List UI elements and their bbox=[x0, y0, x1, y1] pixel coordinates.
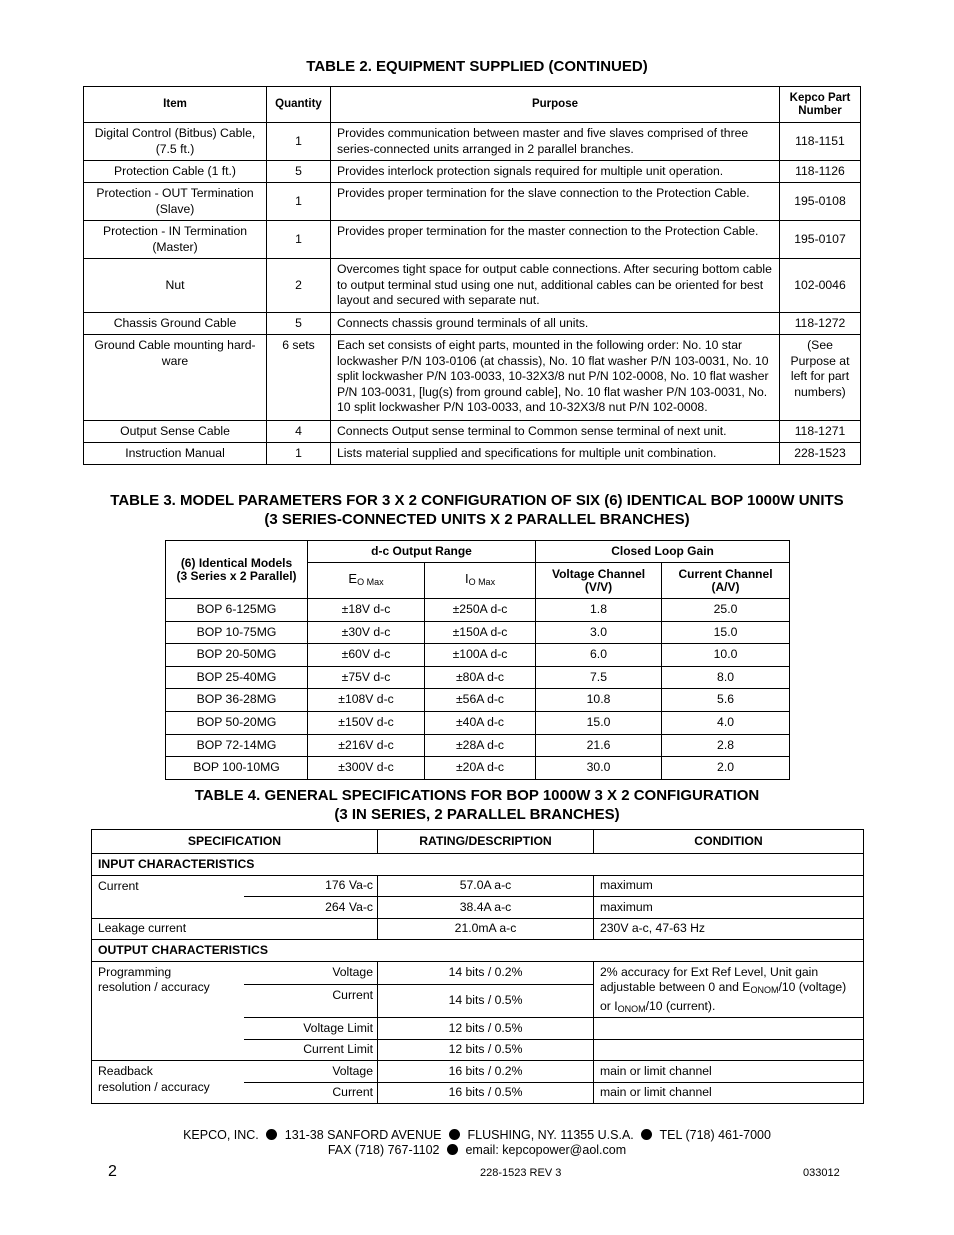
bullet-icon bbox=[266, 1129, 277, 1140]
page-number: 2 bbox=[108, 1163, 117, 1180]
table-row bbox=[84, 161, 861, 183]
table3-title-line1: TABLE 3. MODEL PARAMETERS FOR 3 X 2 CONFIGURATION OF SIX (6) IDENTICAL BOP 1000W UNITS bbox=[110, 492, 844, 509]
table-row bbox=[84, 123, 861, 161]
table4-title-line2: (3 IN SERIES, 2 PARALLEL BRANCHES) bbox=[334, 806, 620, 823]
prog-sub-current: Current bbox=[244, 985, 378, 1018]
item-cell: Ground Cable mounting hard-ware bbox=[84, 335, 267, 421]
bullet-icon bbox=[447, 1144, 458, 1155]
prog-cond-text-a: 2% accuracy for Ext Ref Level, Unit gain adjustable between 0 and E bbox=[600, 964, 819, 994]
prog-sub-voltage-limit: Voltage Limit bbox=[244, 1018, 378, 1040]
col-header-voltage-channel bbox=[536, 563, 662, 599]
prog-cond-text-c: /10 (current). bbox=[645, 998, 716, 1013]
model-cell: BOP 50-20MG bbox=[166, 711, 308, 734]
col-header-part-number: Kepco Part Number bbox=[780, 87, 861, 123]
vch-line1: Voltage Channel bbox=[551, 566, 646, 581]
table-row bbox=[166, 757, 790, 780]
output-characteristics-heading: OUTPUT CHARACTERISTICS bbox=[92, 940, 864, 962]
item-cell: Chassis Ground Cable bbox=[84, 313, 267, 335]
col-header-current-channel bbox=[662, 563, 790, 599]
readback-label bbox=[92, 1061, 244, 1104]
eo-max-cell: ±18V d-c bbox=[308, 599, 425, 622]
table-row bbox=[84, 443, 861, 465]
table-row bbox=[166, 711, 790, 734]
table-row bbox=[166, 734, 790, 757]
footer-city: FLUSHING, NY. 11355 U.S.A. bbox=[467, 1128, 634, 1142]
read-cond-voltage: main or limit channel bbox=[594, 1061, 864, 1083]
table-row bbox=[84, 221, 861, 259]
io-max-cell: ±56A d-c bbox=[425, 689, 536, 712]
general-specifications-table bbox=[91, 829, 864, 1104]
model-cell: BOP 72-14MG bbox=[166, 734, 308, 757]
part-number-cell: 228-1523 bbox=[780, 443, 861, 465]
current-gain-cell: 4.0 bbox=[662, 711, 790, 734]
prog-sub-voltage: Voltage bbox=[244, 961, 378, 985]
current-gain-cell: 25.0 bbox=[662, 599, 790, 622]
model-cell: BOP 20-50MG bbox=[166, 644, 308, 667]
prog-condition bbox=[594, 961, 864, 1018]
item-cell: Protection Cable (1 ft.) bbox=[84, 161, 267, 183]
purpose-cell: Provides communication between master and five slaves comprised of three series-connected units arranged in 2 parallel branches. bbox=[331, 123, 780, 161]
footer-line1 bbox=[0, 1128, 954, 1143]
part-number-cell: (See Purpose at left for part numbers) bbox=[780, 335, 861, 421]
purpose-cell: Connects chassis ground terminals of all units. bbox=[331, 313, 780, 335]
col-header-dc-range: d-c Output Range bbox=[308, 541, 536, 563]
col-header-item: Item bbox=[84, 87, 267, 123]
model-cell: BOP 6-125MG bbox=[166, 599, 308, 622]
table-row bbox=[84, 335, 861, 421]
io-subscript: O Max bbox=[468, 577, 496, 587]
current-cond-176: maximum bbox=[594, 875, 864, 897]
item-cell: Output Sense Cable bbox=[84, 421, 267, 443]
voltage-gain-cell: 10.8 bbox=[536, 689, 662, 712]
models-header-line2: (3 Series x 2 Parallel) bbox=[176, 568, 297, 583]
current-sub-176: 176 Va-c bbox=[244, 875, 378, 897]
purpose-cell: Provides proper termination for the slave connection to the Protection Cable. bbox=[331, 183, 780, 221]
col-header-io-max bbox=[425, 563, 536, 599]
purpose-cell: Connects Output sense terminal to Common sense terminal of next unit. bbox=[331, 421, 780, 443]
footer-address: 131-38 SANFORD AVENUE bbox=[284, 1128, 442, 1142]
footer-company: KEPCO, INC. bbox=[183, 1128, 259, 1142]
voltage-gain-cell: 15.0 bbox=[536, 711, 662, 734]
vch-line2: (V/V) bbox=[584, 579, 613, 594]
current-rating-264: 38.4A a-c bbox=[378, 897, 594, 919]
purpose-cell: Each set consists of eight parts, mounted in the following order: No. 10 star lockwasher P/N 103-0106 (at chassis), No. 10 flat washer P/N 103-0031, No. 10 split lockwasher P/N 103-0033, 10-32X3/8 nut P/N 102-0008, No. 10 flat washer P/N 103-0031, [lug(s) from ground cable], No. 10 flat washer P/N 103-0031, No. 10 split lockwasher P/N 103-0033, and 10-32X3/8 nut P/N 102-0008. bbox=[331, 335, 780, 421]
read-sub-current: Current bbox=[244, 1082, 378, 1104]
col-header-models bbox=[166, 541, 308, 599]
model-cell: BOP 36-28MG bbox=[166, 689, 308, 712]
footer-tel: TEL (718) 461-7000 bbox=[659, 1128, 771, 1142]
io-max-cell: ±100A d-c bbox=[425, 644, 536, 667]
programming-label-line2: resolution / accuracy bbox=[98, 980, 210, 994]
part-number-cell: 195-0108 bbox=[780, 183, 861, 221]
current-gain-cell: 2.0 bbox=[662, 757, 790, 780]
io-max-cell: ±40A d-c bbox=[425, 711, 536, 734]
table3-title-line2: (3 SERIES-CONNECTED UNITS X 2 PARALLEL BRANCHES) bbox=[264, 511, 690, 528]
io-max-cell: ±20A d-c bbox=[425, 757, 536, 780]
eo-symbol: E bbox=[348, 571, 358, 586]
table-row bbox=[84, 259, 861, 313]
voltage-gain-cell: 3.0 bbox=[536, 621, 662, 644]
col-header-purpose: Purpose bbox=[331, 87, 780, 123]
voltage-gain-cell: 1.8 bbox=[536, 599, 662, 622]
table-row bbox=[166, 644, 790, 667]
prog-rating-current: 14 bits / 0.5% bbox=[378, 985, 594, 1018]
prog-rating-voltage: 14 bits / 0.2% bbox=[378, 961, 594, 985]
current-gain-cell: 10.0 bbox=[662, 644, 790, 667]
readback-label-line2: resolution / accuracy bbox=[98, 1079, 210, 1094]
table-row bbox=[166, 599, 790, 622]
prog-rating-current-limit: 12 bits / 0.5% bbox=[378, 1039, 594, 1061]
eo-max-cell: ±108V d-c bbox=[308, 689, 425, 712]
col-header-rating: RATING/DESCRIPTION bbox=[378, 830, 594, 854]
purpose-cell: Provides proper termination for the master connection to the Protection Cable. bbox=[331, 221, 780, 259]
table-row bbox=[166, 621, 790, 644]
eo-max-cell: ±150V d-c bbox=[308, 711, 425, 734]
model-cell: BOP 10-75MG bbox=[166, 621, 308, 644]
current-rating-176: 57.0A a-c bbox=[378, 875, 594, 897]
table-row bbox=[166, 689, 790, 712]
leakage-rating: 21.0mA a-c bbox=[378, 918, 594, 940]
equipment-table bbox=[83, 86, 861, 465]
io-max-cell: ±250A d-c bbox=[425, 599, 536, 622]
input-characteristics-heading: INPUT CHARACTERISTICS bbox=[92, 854, 864, 876]
io-max-cell: ±80A d-c bbox=[425, 666, 536, 689]
voltage-gain-cell: 6.0 bbox=[536, 644, 662, 667]
quantity-cell: 1 bbox=[267, 443, 331, 465]
part-number-cell: 118-1272 bbox=[780, 313, 861, 335]
item-cell: Protection - IN Termination (Master) bbox=[84, 221, 267, 259]
col-header-condition: CONDITION bbox=[594, 830, 864, 854]
eo-max-cell: ±30V d-c bbox=[308, 621, 425, 644]
quantity-cell: 4 bbox=[267, 421, 331, 443]
quantity-cell: 1 bbox=[267, 183, 331, 221]
eo-max-cell: ±216V d-c bbox=[308, 734, 425, 757]
model-cell: BOP 25-40MG bbox=[166, 666, 308, 689]
current-gain-cell: 8.0 bbox=[662, 666, 790, 689]
models-header-line1: (6) Identical Models bbox=[180, 555, 293, 570]
readback-label-line1: Readback bbox=[98, 1064, 153, 1078]
table-row bbox=[84, 183, 861, 221]
prog-cond-text-b: /10 (voltage) or I bbox=[600, 980, 847, 1013]
table2-title: TABLE 2. EQUIPMENT SUPPLIED (CONTINUED) bbox=[306, 58, 648, 75]
item-cell: Nut bbox=[84, 259, 267, 313]
quantity-cell: 5 bbox=[267, 161, 331, 183]
table-row bbox=[166, 666, 790, 689]
current-gain-cell: 5.6 bbox=[662, 689, 790, 712]
voltage-gain-cell: 30.0 bbox=[536, 757, 662, 780]
item-cell: Digital Control (Bitbus) Cable, (7.5 ft.) bbox=[84, 123, 267, 161]
purpose-cell: Overcomes tight space for output cable connections. After securing bottom cable to output terminal stud using one nut, additional cables can be oriented for best layout and secured with separate nut. bbox=[331, 259, 780, 313]
eo-max-cell: ±75V d-c bbox=[308, 666, 425, 689]
current-gain-cell: 15.0 bbox=[662, 621, 790, 644]
col-header-gain: Closed Loop Gain bbox=[536, 541, 790, 563]
prog-cond-current-limit bbox=[594, 1039, 864, 1061]
prog-cond-sub2: ONOM bbox=[617, 1003, 646, 1014]
eo-max-cell: ±300V d-c bbox=[308, 757, 425, 780]
prog-rating-voltage-limit: 12 bits / 0.5% bbox=[378, 1018, 594, 1040]
current-cond-264: maximum bbox=[594, 897, 864, 919]
footer-email[interactable]: email: kepcopower@aol.com bbox=[465, 1143, 627, 1157]
voltage-gain-cell: 7.5 bbox=[536, 666, 662, 689]
io-max-cell: ±150A d-c bbox=[425, 621, 536, 644]
part-number-cell: 118-1271 bbox=[780, 421, 861, 443]
eo-max-cell: ±60V d-c bbox=[308, 644, 425, 667]
quantity-cell: 6 sets bbox=[267, 335, 331, 421]
prog-sub-current-limit: Current Limit bbox=[244, 1039, 378, 1061]
document-number: 228-1523 REV 3 bbox=[480, 1167, 562, 1179]
col-header-quantity: Quantity bbox=[267, 87, 331, 123]
io-max-cell: ±28A d-c bbox=[425, 734, 536, 757]
prog-cond-sub1: ONOM bbox=[750, 985, 779, 995]
leakage-cond: 230V a-c, 47-63 Hz bbox=[594, 918, 864, 940]
bullet-icon bbox=[641, 1129, 652, 1140]
table-row bbox=[84, 421, 861, 443]
date-code: 033012 bbox=[803, 1167, 840, 1179]
leakage-label: Leakage current bbox=[92, 918, 378, 940]
io-symbol: I bbox=[464, 571, 469, 586]
programming-label bbox=[92, 961, 244, 1061]
cch-line1: Current Channel bbox=[678, 566, 773, 581]
quantity-cell: 1 bbox=[267, 123, 331, 161]
read-sub-voltage: Voltage bbox=[244, 1061, 378, 1083]
part-number-cell: 102-0046 bbox=[780, 259, 861, 313]
model-cell: BOP 100-10MG bbox=[166, 757, 308, 780]
voltage-gain-cell: 21.6 bbox=[536, 734, 662, 757]
part-number-cell: 195-0107 bbox=[780, 221, 861, 259]
read-cond-current: main or limit channel bbox=[594, 1082, 864, 1104]
model-parameters-table bbox=[165, 540, 790, 780]
table-header-row bbox=[84, 87, 861, 123]
footer-fax: FAX (718) 767-1102 bbox=[327, 1143, 440, 1157]
part-number-cell: 118-1126 bbox=[780, 161, 861, 183]
bullet-icon bbox=[449, 1129, 460, 1140]
table-row bbox=[84, 313, 861, 335]
eo-subscript: O Max bbox=[357, 577, 384, 587]
purpose-cell: Lists material supplied and specifications for multiple unit combination. bbox=[331, 443, 780, 465]
current-gain-cell: 2.8 bbox=[662, 734, 790, 757]
purpose-cell: Provides interlock protection signals required for multiple unit operation. bbox=[331, 161, 780, 183]
quantity-cell: 1 bbox=[267, 221, 331, 259]
quantity-cell: 5 bbox=[267, 313, 331, 335]
item-cell: Instruction Manual bbox=[84, 443, 267, 465]
read-rating-voltage: 16 bits / 0.2% bbox=[378, 1061, 594, 1083]
read-rating-current: 16 bits / 0.5% bbox=[378, 1082, 594, 1104]
prog-cond-voltage-limit bbox=[594, 1018, 864, 1040]
cch-line2: (A/V) bbox=[711, 579, 740, 594]
programming-label-line1: Programming bbox=[98, 964, 172, 979]
col-header-eo-max bbox=[308, 563, 425, 599]
item-cell: Protection - OUT Termination (Slave) bbox=[84, 183, 267, 221]
current-sub-264: 264 Va-c bbox=[244, 897, 378, 919]
footer-line2 bbox=[0, 1143, 954, 1158]
current-label: Current bbox=[92, 875, 244, 918]
part-number-cell: 118-1151 bbox=[780, 123, 861, 161]
quantity-cell: 2 bbox=[267, 259, 331, 313]
table4-title-line1: TABLE 4. GENERAL SPECIFICATIONS FOR BOP 1000W 3 X 2 CONFIGURATION bbox=[194, 787, 760, 804]
col-header-specification: SPECIFICATION bbox=[92, 830, 378, 854]
